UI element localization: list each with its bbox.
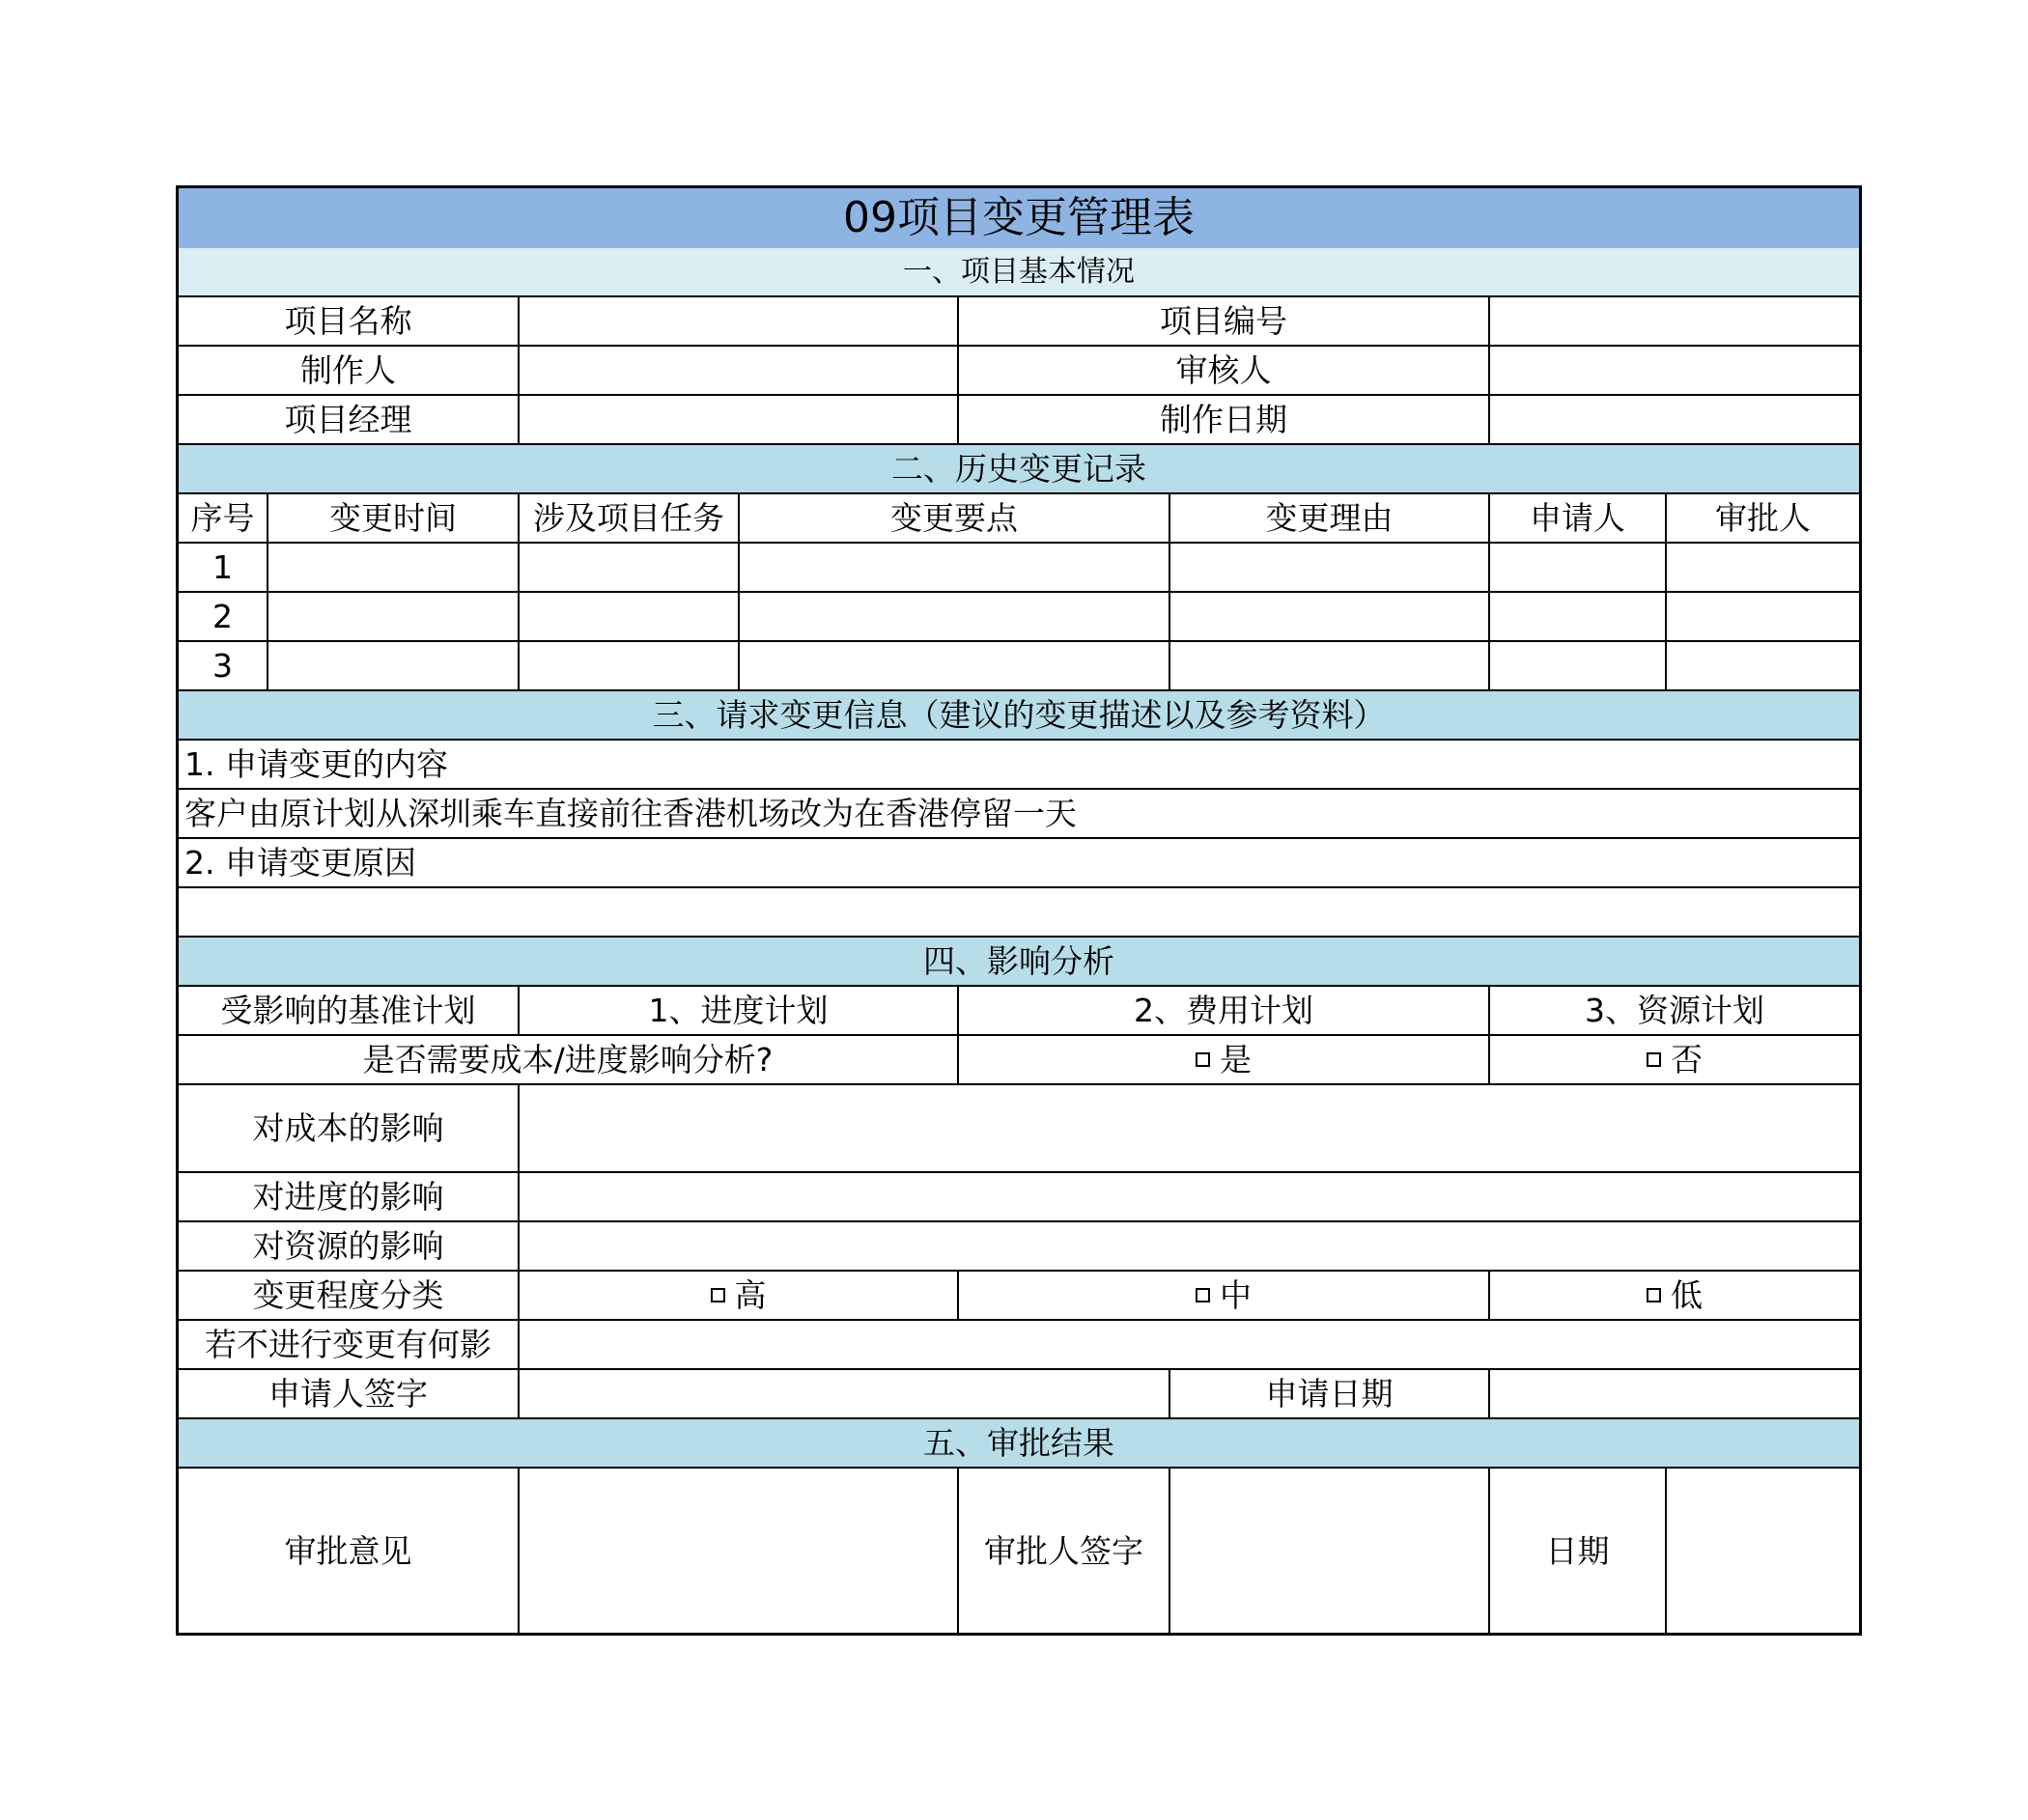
apply-date-label: 申请日期 [1170,1370,1490,1417]
section-basic [179,248,1859,297]
table-cell[interactable] [1170,642,1490,689]
section-impact [179,938,1859,987]
history-header: 变更理由 [1170,494,1490,542]
mid-checkbox[interactable] [1196,1288,1210,1302]
table-cell[interactable] [740,544,1170,591]
reviewer-value[interactable] [1490,347,1859,394]
section-request [179,691,1859,741]
request-content-value[interactable]: 客户由原计划从深圳乘车直接前往香港机场改为在香港停留一天 [184,795,1077,832]
basic-row-3 [179,396,1859,445]
mid-option[interactable] [959,1272,1490,1319]
table-row [179,544,1859,593]
low-option[interactable] [1490,1272,1859,1319]
project-no-label: 项目编号 [959,297,1490,345]
degree-row [179,1272,1859,1321]
request-reason-value[interactable] [179,888,1859,936]
section-basic-title: 一、项目基本情况 [179,248,1859,295]
resource-impact-value[interactable] [520,1222,1859,1270]
table-cell[interactable] [1667,593,1859,640]
baseline-label: 受影响的基准计划 [179,987,520,1034]
request-reason-value-row [179,888,1859,938]
need-analysis-label: 是否需要成本/进度影响分析? [179,1036,959,1083]
approver-sign-label: 审批人签字 [959,1469,1170,1633]
approval-opinion-label: 审批意见 [179,1469,520,1633]
section-request-title: 三、请求变更信息（建议的变更描述以及参考资料） [179,691,1859,739]
schedule-impact-value[interactable] [520,1173,1859,1220]
yes-checkbox[interactable] [1196,1052,1210,1067]
resource-impact-row [179,1222,1859,1272]
table-cell[interactable] [1170,544,1490,591]
make-date-value[interactable] [1490,396,1859,443]
maker-label: 制作人 [179,347,520,394]
maker-value[interactable] [520,347,959,394]
table-cell[interactable] [1667,544,1859,591]
change-management-sheet [176,185,1862,1636]
section-approval [179,1419,1859,1469]
yes-option[interactable] [959,1036,1490,1083]
request-content-label: 1. 申请变更的内容 [184,745,448,783]
approval-opinion-value[interactable] [520,1469,959,1633]
basic-row-2 [179,347,1859,396]
table-cell[interactable] [268,593,520,640]
table-cell[interactable] [520,642,740,689]
baseline-row [179,987,1859,1036]
no-checkbox[interactable] [1647,1052,1661,1067]
table-cell[interactable] [740,593,1170,640]
reviewer-label: 审核人 [959,347,1490,394]
no-label: 否 [1671,1041,1703,1078]
low-label: 低 [1671,1276,1703,1314]
history-header: 变更时间 [268,494,520,542]
request-content-value-row [179,790,1859,839]
section-history-title: 二、历史变更记录 [179,445,1859,492]
title-row [179,188,1859,248]
schedule-impact-label: 对进度的影响 [179,1173,520,1220]
table-cell[interactable] [268,642,520,689]
need-analysis-row [179,1036,1859,1085]
project-no-value[interactable] [1490,297,1859,345]
table-row [179,642,1859,691]
approval-date-label: 日期 [1490,1469,1667,1633]
approval-date-value[interactable] [1667,1469,1859,1633]
approver-sign-value[interactable] [1170,1469,1490,1633]
apply-date-value[interactable] [1490,1370,1859,1417]
request-reason-label: 2. 申请变更原因 [184,844,416,882]
resource-impact-label: 对资源的影响 [179,1222,520,1270]
section-approval-title: 五、审批结果 [179,1419,1859,1467]
no-change-row [179,1321,1859,1370]
plan-schedule: 1、进度计划 [520,987,959,1034]
mid-label: 中 [1220,1276,1252,1314]
applicant-row [179,1370,1859,1419]
approval-row [179,1469,1859,1633]
section-history [179,445,1859,494]
table-row [179,593,1859,642]
table-cell[interactable] [1490,544,1667,591]
low-checkbox[interactable] [1647,1288,1661,1302]
table-cell[interactable] [1490,642,1667,689]
history-header: 涉及项目任务 [520,494,740,542]
table-cell[interactable] [268,544,520,591]
history-header: 序号 [179,494,268,542]
table-cell[interactable] [1170,593,1490,640]
make-date-label: 制作日期 [959,396,1490,443]
table-cell[interactable] [1667,642,1859,689]
history-header: 审批人 [1715,499,1811,537]
section-impact-title: 四、影响分析 [179,938,1859,985]
cost-impact-value[interactable] [520,1085,1859,1171]
plan-resource: 3、资源计划 [1585,992,1764,1029]
high-checkbox[interactable] [711,1288,725,1302]
applicant-sign-label: 申请人签字 [179,1370,520,1417]
manager-value[interactable] [520,396,959,443]
row-index: 3 [179,642,268,689]
no-option[interactable] [1490,1036,1859,1083]
cost-impact-row [179,1085,1859,1173]
table-cell[interactable] [1490,593,1667,640]
sheet-title: 09项目变更管理表 [179,188,1859,248]
manager-label: 项目经理 [179,396,520,443]
history-header: 变更要点 [740,494,1170,542]
row-index: 2 [179,593,268,640]
yes-label: 是 [1220,1041,1252,1078]
request-content-label-row [179,741,1859,790]
high-option[interactable] [520,1272,959,1319]
plan-cost: 2、费用计划 [959,987,1490,1034]
no-change-value[interactable] [520,1321,1859,1368]
table-cell[interactable] [520,593,740,640]
table-cell[interactable] [740,642,1170,689]
table-cell[interactable] [520,544,740,591]
high-label: 高 [734,1276,767,1314]
cost-impact-label: 对成本的影响 [179,1085,520,1171]
basic-row-1 [179,297,1859,347]
project-name-value[interactable] [520,297,959,345]
project-name-label: 项目名称 [179,297,520,345]
degree-label: 变更程度分类 [179,1272,520,1319]
schedule-impact-row [179,1173,1859,1222]
history-header: 申请人 [1490,494,1667,542]
request-reason-label-row [179,839,1859,888]
row-index: 1 [179,544,268,591]
applicant-sign-value[interactable] [520,1370,1170,1417]
no-change-label: 若不进行变更有何影 [179,1321,520,1368]
history-header-row [179,494,1859,544]
